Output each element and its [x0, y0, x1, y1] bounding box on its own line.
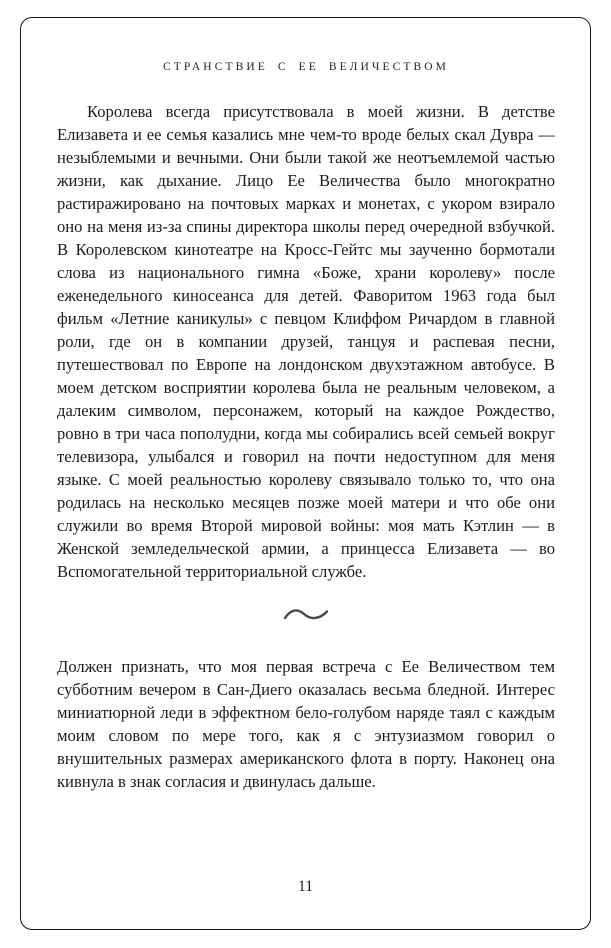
page-content: [20, 17, 591, 930]
wave-divider-icon: [282, 606, 330, 624]
section-divider: [57, 606, 555, 624]
paragraph-1: Королева всегда присутствовала в моей жизни. В детстве Елизавета и ее семья казались мне чем-то вроде белых скал Дувра — незыблемыми и вечными. Они были такой же неотъемлемой частью жизни, как дыхание. Лицо Ее Величества было многократно растиражировано на почтовых марках и монетах, с укором взирало оно на меня из-за спины директора школы перед очередной взбучкой. В Королевском кинотеатре на Кросс-Гейтс мы заученно бормотали слова из национального гимна «Боже, храни королеву» после еженедельного киносеанса для детей. Фаворитом 1963 года был фильм «Летние каникулы» с певцом Клиффом Ричардом в главной роли, где он в компании друзей, танцуя и распевая песни, путешествовал по Европе на лондонском двухэтажном автобусе. В моем детском восприятии королева была не реальным человеком, а далеким символом, персонажем, который на каждое Рождество, ровно в три часа пополудни, когда мы собирались всей семьей вокруг телевизора, улыбался и говорил на почти недоступном для меня языке. С моей реальностью королеву связывало только то, что она родилась на несколько месяцев позже моей матери и что обе они служили во время Второй мировой войны: моя мать Кэтлин — в Женской земледельческой армии, а принцесса Елизавета — во Вспомогательной территориальной службе.: [57, 102, 555, 581]
paragraph-2: Должен признать, что моя первая встреча с Ее Величеством тем субботним вечером в Сан-Диего оказалась весьма бледной. Интерес миниатюрной леди в эффектном бело-голубом наряде таял с каждым моим словом по мере того, как я с энтузиазмом говорил о внушительных размерах американского флота в порту. Наконец она кивнула в знак согласия и двинулась дальше.: [57, 657, 555, 791]
page-number: 11: [298, 878, 313, 895]
running-header: СТРАНСТВИЕ С ЕЕ ВЕЛИЧЕСТВОМ: [162, 61, 449, 73]
